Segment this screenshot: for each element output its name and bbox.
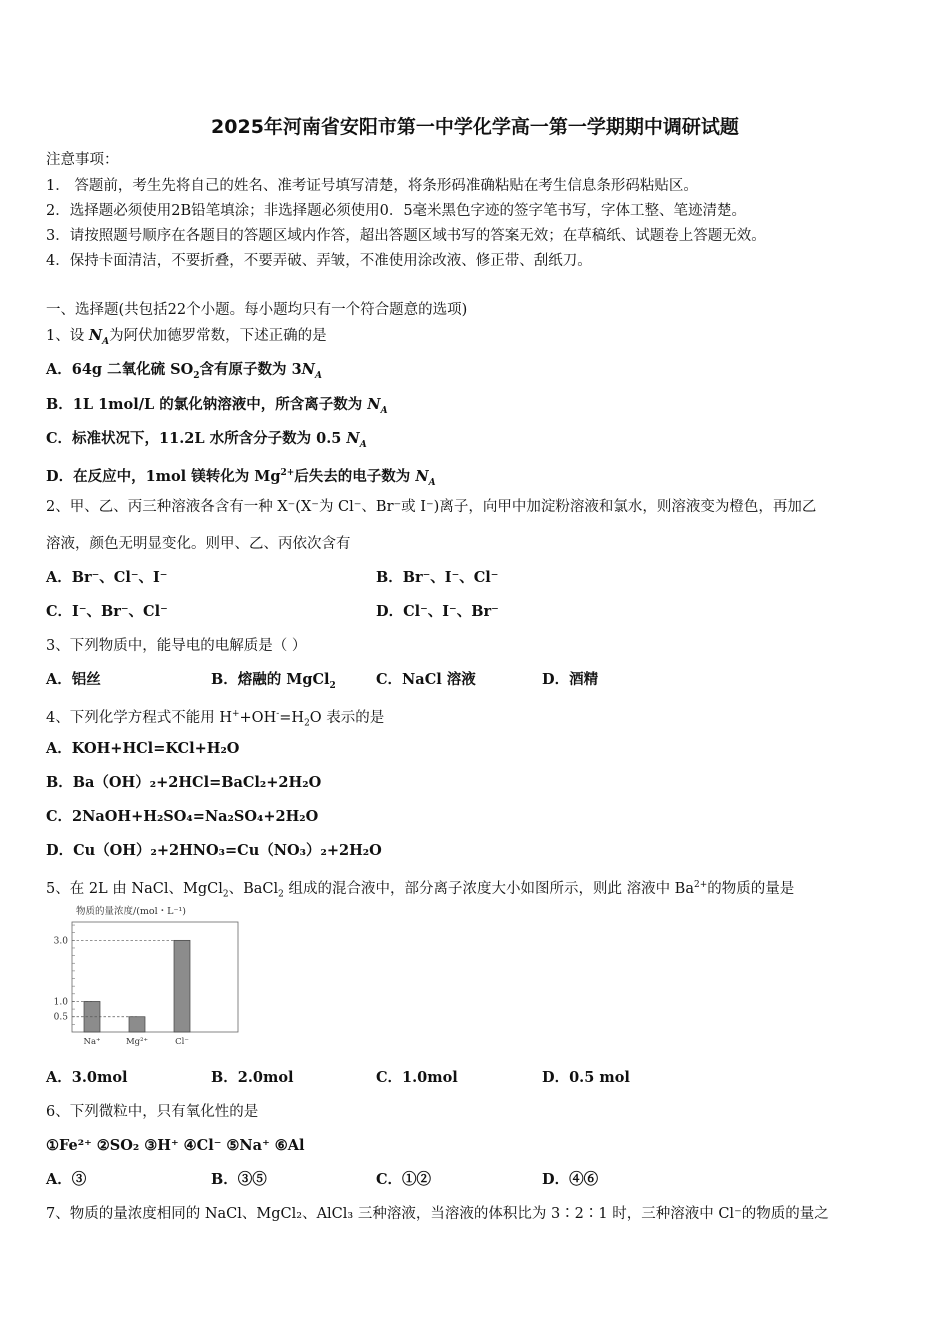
chart-title: 物质的量浓度/(mol・L⁻¹)	[76, 906, 187, 917]
page-title: 2025年河南省安阳市第一中学化学高一第一学期期中调研试题	[211, 116, 739, 138]
question-3-option-a[interactable]: A．铝丝	[46, 671, 101, 688]
question-3-stem: 3、下列物质中，能导电的电解质是（ ）	[46, 638, 307, 654]
x-tick-label-2: Mg²⁺	[125, 1037, 149, 1047]
question-2-option-b[interactable]: B．Br⁻、I⁻、Cl⁻	[376, 569, 499, 586]
notice-item-4: 4．保持卡面清洁，不要折叠，不要弄破、弄皱，不准使用涂改液、修正带、刮纸刀。	[46, 253, 592, 269]
question-2-option-c[interactable]: C．I⁻、Br⁻、Cl⁻	[46, 603, 168, 620]
notice-item-3: 3．请按照题号顺序在各题目的答题区域内作答，超出答题区域书写的答案无效；在草稿纸、试题卷上答题无效。	[46, 228, 766, 244]
question-3-option-d[interactable]: D．酒精	[542, 671, 599, 688]
question-4-option-d[interactable]: D．Cu（OH）₂+2HNO₃=Cu（NO₃）₂+2H₂O	[46, 842, 382, 859]
question-4-option-a[interactable]: A．KOH+HCl=KCl+H₂O	[46, 740, 240, 757]
question-7-stem: 7、物质的量浓度相同的 NaCl、MgCl₂、AlCl₃ 三种溶液，当溶液的体积比为 3∶2∶1 时，三种溶液中 Cl⁻的物质的量之	[46, 1206, 829, 1222]
question-1-option-b[interactable]: B．1L 1mol/L 的氯化钠溶液中，所含离子数为 $N_A$	[46, 396, 388, 416]
question-1-option-a[interactable]: A．64g 二氧化硫 $SO_2$含有原子数为 $3N_A$	[46, 361, 322, 381]
bar-3	[174, 940, 190, 1032]
notice-item-1: 1． 答题前，考生先将自己的姓名、准考证号填写清楚，将条形码准确粘贴在考生信息条形码粘贴区。	[46, 178, 698, 194]
question-3-option-b[interactable]: B．熔融的 MgCl$_2$	[211, 671, 336, 691]
question-4-stem: 4、下列化学方程式不能用 $H^++OH^-=H_2O$ 表示的是	[46, 709, 385, 729]
question-3-option-c[interactable]: C．NaCl 溶液	[376, 671, 476, 688]
question-5-stem: 5、在 2L 由 NaCl、MgCl$_2$、BaCl$_2$ 组成的混合液中，部分离子浓度大小如图所示，则此 溶液中 $Ba^{2+}$的物质的量是	[46, 880, 795, 900]
question-6-option-d[interactable]: D．④⑥	[542, 1171, 599, 1188]
bar-2	[129, 1017, 145, 1032]
x-tick-label-3: Cl⁻	[175, 1037, 189, 1047]
question-1-stem: 1、设 $N_A$为阿伏加德罗常数，下述正确的是	[46, 327, 327, 347]
section-heading: 一、选择题(共包括22个小题。每小题均只有一个符合题意的选项)	[46, 302, 468, 318]
question-6-option-a[interactable]: A．③	[46, 1171, 87, 1188]
y-tick-label-3: 0.5	[53, 1012, 68, 1023]
question-5-option-a[interactable]: A．3.0mol	[46, 1069, 128, 1086]
question-4-option-c[interactable]: C．2NaOH+H₂SO₄=Na₂SO₄+2H₂O	[46, 808, 319, 825]
notice-item-2: 2．选择题必须使用2B铅笔填涂；非选择题必须使用0．5毫米黑色字迹的签字笔书写，字体工整、笔迹清楚。	[46, 203, 747, 219]
question-1-option-d[interactable]: D．在反应中，1mol 镁转化为 $Mg^{2+}$后失去的电子数为 $N_A$	[46, 467, 436, 488]
notice-heading: 注意事项：	[46, 152, 119, 168]
question-5-option-d[interactable]: D．0.5 mol	[542, 1069, 630, 1086]
ion-concentration-chart	[46, 900, 246, 1050]
y-tick-label-1: 3.0	[53, 936, 68, 947]
question-6-option-c[interactable]: C．①②	[376, 1171, 432, 1188]
question-5-option-c[interactable]: C．1.0mol	[376, 1069, 458, 1086]
y-tick-label-2: 1.0	[53, 997, 68, 1008]
question-2-option-a[interactable]: A．Br⁻、Cl⁻、I⁻	[46, 569, 168, 586]
x-tick-label-1: Na⁺	[83, 1037, 101, 1047]
question-6-stem: 6、下列微粒中，只有氧化性的是	[46, 1104, 259, 1120]
question-2-option-d[interactable]: D．Cl⁻、I⁻、Br⁻	[376, 603, 499, 620]
question-2-stem-line-1: 2、甲、乙、丙三种溶液各含有一种 X⁻(X⁻为 Cl⁻、Br⁻或 I⁻)离子，向甲中加淀粉溶液和氯水，则溶液变为橙色，再加乙	[46, 499, 817, 515]
question-1-option-c[interactable]: C．标准状况下，11.2L 水所含分子数为 0.5 $N_A$	[46, 430, 367, 450]
question-4-option-b[interactable]: B．Ba（OH）₂+2HCl=BaCl₂+2H₂O	[46, 774, 322, 791]
question-6-option-b[interactable]: B．③⑤	[211, 1171, 267, 1188]
question-6-particles: ①Fe²⁺ ②SO₂ ③H⁺ ④Cl⁻ ⑤Na⁺ ⑥Al	[46, 1137, 305, 1154]
question-5-option-b[interactable]: B．2.0mol	[211, 1069, 294, 1086]
question-2-stem-line-2: 溶液，颜色无明显变化。则甲、乙、丙依次含有	[46, 536, 351, 552]
